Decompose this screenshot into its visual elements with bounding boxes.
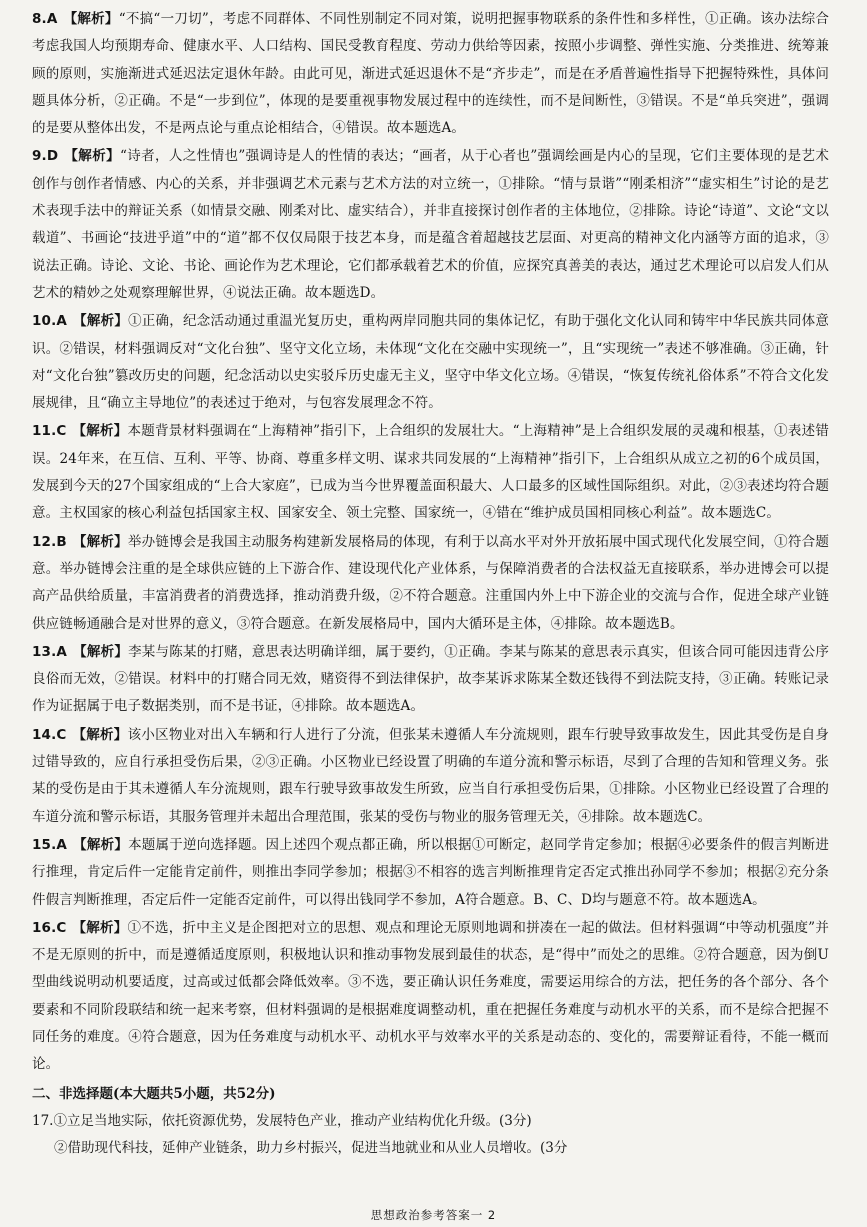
answer-list — [32, 6, 829, 1079]
analysis-text: 该小区物业对出入车辆和行人进行了分流，但张某未遵循人车分流规则，跟车行驶导致事故发生，因此其受伤是自身过错导致的，应自行承担受伤后果，②③正确。小区物业已经设置了明确的车道分流和警示标语，尽到了合理的告知和管理义务。张某的受伤是由于其未遵循人车分流规则，跟车行驶导致事故发生所致，应当自行承担受伤后果，①排除。小区物业已经设置了合理的车道分流和警示标语，其服务管理并未超出合理范围，张某的受伤与物业的服务管理无关，④排除。故本题选C。 — [32, 726, 829, 825]
answer-item — [32, 143, 829, 307]
analysis-text: ①不选，折中主义是企图把对立的思想、观点和理论无原则地调和拼凑在一起的做法。但材料强调“中等动机强度”并不是无原则的折中，而是遵循适度原则，积极地认识和推动事物发展到最佳的状态，是“得中”而处之的思维。②符合题意，因为倒U型曲线说明动机要适度，过高或过低都会降低效率。③不选，要正确认识任务难度，需要运用综合的方法，把任务的各个部分、各个要素和不同阶段联结和统一起来考察，但材料强调的是根据难度调整动机，重在把握任务难度与动机水平的关系，而不是综合把握不同任务的难度。④符合题意，因为任务难度与动机水平、动机水平与效率水平的关系是动态的、变化的，需要辩证看待，不能一概而论。 — [32, 919, 829, 1073]
answer-item — [32, 418, 829, 527]
analysis-tag: 【解析】 — [72, 726, 128, 743]
answer-item — [32, 308, 829, 417]
analysis-text: “诗者，人之性情也”强调诗是人的性情的表达；“画者，从于心者也”强调绘画是内心的呈现，它们主要体现的是艺术创作与创作者情感、内心的关系，并非强调艺术元素与艺术方法的对立统一，①排除。“情与景谐”“刚柔相济”“虚实相生”讨论的是艺术表现手法中的辩证关系（如情景交融、刚柔对比、虚实结合），并非直接探讨创作者的主体地位，②排除。诗论“诗道”、文论“文以载道”、书画论“技进乎道”中的“道”都不仅仅局限于技艺本身，而是蕴含着超越技艺层面、对更高的精神文化内涵等方面的追求，③说法正确。诗论、文论、书论、画论作为艺术理论，它们都承载着艺术的价值，应探究真善美的表达，通过艺术理论可以启发人们从艺术的精妙之处观察理解世界，④说法正确。故本题选D。 — [32, 148, 829, 301]
answer-item — [32, 832, 829, 914]
analysis-tag: 【解析】 — [64, 148, 120, 165]
analysis-text: 李某与陈某的打赌，意思表达明确详细，属于要约，①正确。李某与陈某的意思表示真实，但该合同可能因违背公序良俗而无效，②错误。材料中的打赌合同无效，赌资得不到法律保护，故李某诉求陈某全数还钱得不到法院支持，③正确。转账记录作为证据属于电子数据类别，而不是书证，④排除。故本题选A。 — [32, 643, 829, 715]
question-number: 10. — [32, 313, 57, 330]
question-number: 12. — [32, 533, 57, 550]
answer-item — [32, 6, 829, 142]
analysis-tag: 【解析】 — [72, 423, 128, 440]
analysis-tag: 【解析】 — [72, 919, 128, 936]
answer-item — [32, 722, 829, 831]
analysis-text: 本题属于逆向选择题。因上述四个观点都正确，所以根据①可断定，赵同学肯定参加；根据④必要条件的假言判断进行推理，肯定后件一定能肯定前件，则推出李同学参加；根据③不相容的选言判断推理肯定否定式推出孙同学不参加；根据②充分条件假言判断推理，否定后件一定能否定前件，可以得出钱同学不参加，A符合题意。B、C、D均与题意不符。故本题选A。 — [32, 836, 829, 908]
q17-point-1 — [32, 1108, 829, 1135]
answer-choice: C — [56, 726, 67, 743]
analysis-text: “不搞“一刀切”，考虑不同群体、不同性别制定不同对策，说明把握事物联系的条件性和多样性，①正确。该办法综合考虑我国人均预期寿命、健康水平、人口结构、国民受教育程度、劳动力供给等因素，按照小步调整、弹性实施、分类推进、统筹兼顾的原则，实施渐进式延迟法定退休年龄。由此可见，渐进式延迟退休不是“齐步走”，而是在矛盾普遍性指导下把握特殊性，具体问题具体分析，②正确。不是“一步到位”，体现的是要重视事物发展过程中的连续性，而不是间断性，③错误。不是“单兵突进”，强调的是要从整体出发，不是两点论与重点论相结合，④错误。故本题选A。 — [32, 11, 829, 137]
analysis-text: 举办链博会是我国主动服务构建新发展格局的体现，有利于以高水平对外开放拓展中国式现代化发展空间，①符合题意。举办链博会注重的是全球供应链的上下游合作、建设现代化产业体系，与保障消费者的合法权益无直接联系，举办进博会可以提高产品供给质量，丰富消费者的消费选择，推动消费升级，②不符合题意。注重国内外上中下游企业的交流与合作，促进全球产业链供应链畅通融合是对世界的意义，③符合题意。在新发展格局中，国内大循环是主体，④排除。故本题选B。 — [32, 533, 829, 632]
answer-choice: A — [56, 313, 67, 330]
analysis-tag: 【解析】 — [63, 11, 119, 27]
section-title: 二、非选择题(本大题共5小题，共52分) — [32, 1085, 276, 1102]
answer-choice: A — [56, 836, 67, 853]
question-17 — [32, 1108, 829, 1163]
page-footer: 思想政治参考答案一 2 — [370, 1208, 497, 1222]
analysis-text: ①正确，纪念活动通过重温光复历史，重构两岸同胞共同的集体记忆，有助于强化文化认同和铸牢中华民族共同体意识。②错误，材料强调反对“文化台独”、坚守文化立场，未体现“文化在交融中实现统一”，且“实现统一”表述不够准确。③正确，针对“文化台独”篡改历史的问题，纪念活动以史实驳斥历史虚无主义，坚守中华文化立场。④错误，“恢复传统礼俗体系”不符合文化发展规律，且“确立主导地位”的表述过于绝对，与包容发展理念不符。 — [32, 313, 829, 412]
answer-choice: A — [46, 11, 58, 27]
answer-item — [32, 639, 829, 721]
answer-item — [32, 915, 829, 1079]
answer-choice: A — [56, 643, 67, 660]
analysis-tag: 【解析】 — [72, 643, 129, 660]
analysis-text: 本题背景材料强调在“上海精神”指引下，上合组织的发展壮大。“上海精神”是上合组织发展的灵魂和根基，①表述错误。24年来，在互信、互利、平等、协商、尊重多样文明、谋求共同发展的“上海精神”指引下，上合组织从成立之初的6个成员国，发展到今天的27个国家组成的“上合大家庭”，已成为当今世界覆盖面积最大、人口最多的区域性国际组织。对此，②③表述均符合题意。主权国家的核心利益包括国家主权、国家安全、领土完整、国家统一，④错在“维护成员国相同核心利益”。故本题选C。 — [32, 423, 829, 522]
analysis-tag: 【解析】 — [72, 313, 129, 330]
answer-choice: B — [56, 533, 67, 550]
answer-item — [32, 529, 829, 638]
question-number: 15. — [32, 836, 57, 853]
analysis-tag: 【解析】 — [72, 836, 129, 853]
question-number: 11. — [32, 423, 57, 440]
question-number: 8. — [32, 11, 47, 27]
question-number: 9. — [32, 148, 47, 165]
answer-choice: C — [56, 423, 67, 440]
answer-choice: C — [56, 919, 67, 936]
question-number: 13. — [32, 643, 57, 660]
analysis-tag: 【解析】 — [72, 533, 128, 550]
question-number: 14. — [32, 726, 57, 743]
q17-point-2: ②借助现代科技，延伸产业链条，助力乡村振兴，促进当地就业和从业人员增收。(3分 — [54, 1140, 568, 1157]
question-number: 16. — [32, 919, 57, 936]
question-number: 17. — [32, 1112, 54, 1129]
q17-text-1: ①立足当地实际，依托资源优势，发展特色产业，推动产业结构优化升级。(3分) — [53, 1112, 532, 1129]
answer-choice: D — [46, 148, 59, 165]
